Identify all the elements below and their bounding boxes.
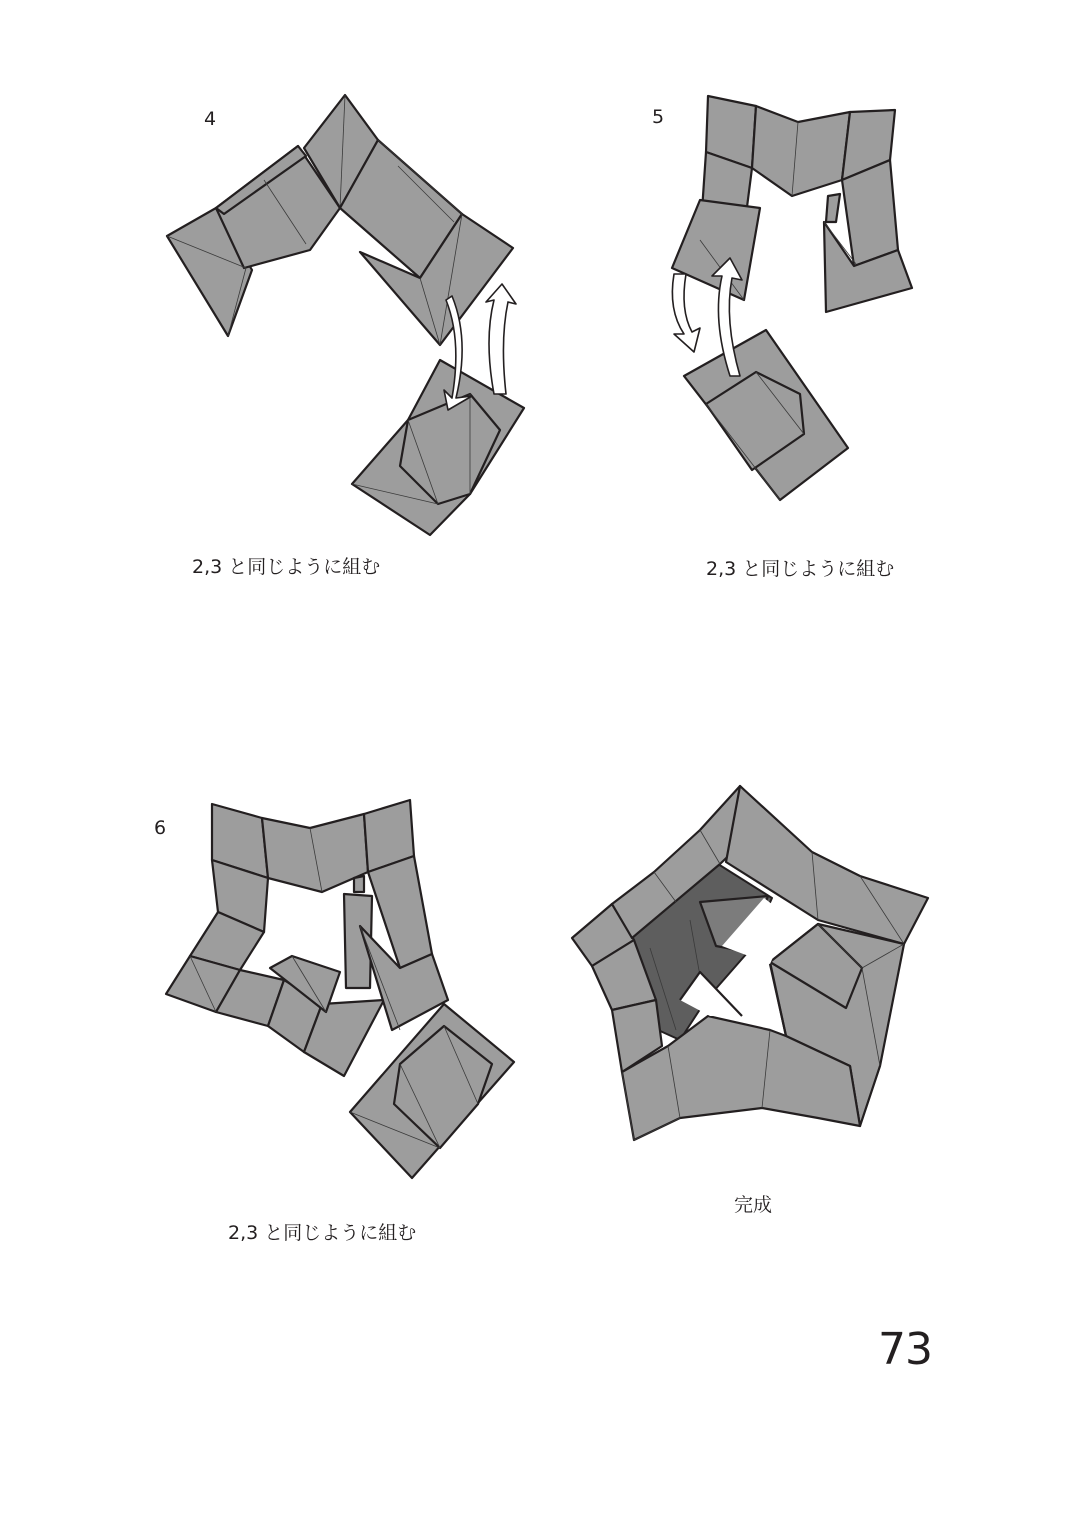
step-caption: 2,3 と同じように組む xyxy=(228,1222,417,1244)
step-number: 5 xyxy=(652,106,665,128)
step-caption: 2,3 と同じように組む xyxy=(192,556,381,578)
page-number: 73 xyxy=(878,1324,932,1375)
step-number: 6 xyxy=(154,817,167,839)
step-caption: 2,3 と同じように組む xyxy=(706,558,895,580)
step-number: 4 xyxy=(204,108,217,130)
finished-caption: 完成 xyxy=(734,1194,773,1216)
